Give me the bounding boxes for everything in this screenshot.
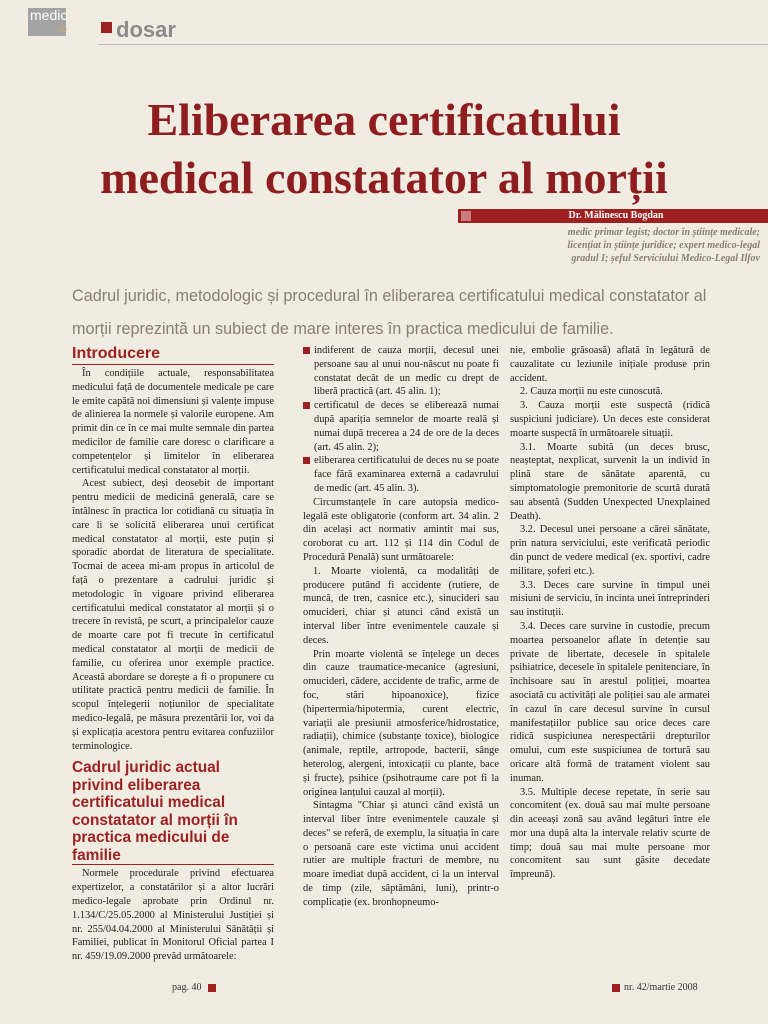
logo-suffix: ro bbox=[58, 24, 67, 35]
bullet-item: certificatul de deces se eliberează numai după apariția semnelor de moarte reală și numai după trecerea a 24 de ore de la deces (art. 45 alin. 2); bbox=[303, 399, 499, 454]
author-credentials bbox=[420, 226, 760, 265]
paragraph: 3.2. Decesul unei persoane a cărei sănătate, prin natura serviciului, este verificată periodic din punct de vedere medical (ex. sportivi, cadre militare, șoferi etc.). bbox=[510, 524, 710, 577]
paragraph: 3.3. Deces care survine în timpul unei misiuni de serviciu, în incinta unei întreprinderi sau instituții. bbox=[510, 579, 710, 619]
paragraph: 2. Cauza morții nu este cunoscută. bbox=[520, 386, 663, 398]
paragraph: Circumstanțele în care autopsia medico-legală este obligatorie (conform art. 34 alin. 2 din același act normativ amintit mai sus, coroborat cu art. 112 și 114 din Codul de Procedură Penală) sunt următoarele: bbox=[303, 496, 499, 563]
paragraph: 3. Cauza morții este suspectă (ridică suspiciuni judiciare). Un deces este considerat moarte suspectă în următoarele situații. bbox=[510, 400, 710, 439]
column-1 bbox=[72, 344, 274, 964]
header-divider bbox=[98, 44, 768, 45]
page-header bbox=[0, 0, 768, 48]
paragraph: Sintagma "Chiar și atunci când există un interval liber între evenimentele cauzale și deces" se referă, de exemplu, la situația în care o persoană care este victima unui accident rutier are multiple fracturi de membre, nu moare imediat după accident, ci la un interval de timp (zile, săptămâni, luni), printr-o complicație (ex. bronhopneumo- bbox=[303, 800, 499, 908]
paragraph: Prin moarte violentă se înțelege un deces din cauze traumatice-mecanice (agresiuni, omucideri, cădere, accidente de trafic, arme de foc, stări hipoanoxice), fizice (hipertermia/hipotermia, curent electric, variații ale presiunii atmosferice/hidrostatice, radiații), chimice (substanțe toxice), biologice (animale, reptile, artropode, bacterii, sânge heterolog, alergeni, intoxicații cu plante, bace și fructe), psihice (psihotraume care pot fi la originea lanțului cauzal al morții). bbox=[303, 648, 499, 798]
footer-marker bbox=[612, 984, 620, 992]
author-marker bbox=[461, 211, 471, 221]
paragraph: 3.5. Multiple decese repetate, în serie sau concomitent (ex. două sau mai multe persoane din aceeași zonă sau având legături între ele mor una după alta la intervale relativ scurte de timp; două sau mai multe persoane mor concomitent sau sunt găsite decedate împreună). bbox=[510, 786, 710, 881]
footer-marker bbox=[208, 984, 216, 992]
logo-text: medic bbox=[30, 7, 68, 23]
bullet-item: indiferent de cauza morții, decesul unei persoane sau al unui nou-născut nu poate fi constatat decât de un medic cu drept de liberă practică (art. 45 alin. 1); bbox=[303, 344, 499, 399]
paragraph: Acest subiect, deși deosebit de important pentru medicii de medicină generală, care se întâlnesc în practica lor cotidiană cu situația în care li se solicită eliberarea unui certificat medical constatator al morții, este puțin și sporadic abordat de literatura de specialitate. Tocmai de aceea mi-am propus în articolul de față o prezentare a cadrului juridic și metodologic în vigoare privind eliberarea certificatului medical constatator al morții și o trecere în revistă, pe scurt, a principalelor cauze de moarte care pot fi trecute în certificatul medical constatator al morții de medicii de familie, cu oferirea unor exemple practice. Această abordare se dorește a fi o propunere cu utilitate practică pentru medicii de familie. În scopul înțelegerii noțiunilor de specialitate medico-legală, pe măsura prezentării lor, voi da și explicația acestora pentru evitarea confuziilor terminologice. bbox=[72, 478, 274, 752]
paragraph: Normele procedurale privind efectuarea expertizelor, a constatărilor și a altor lucrări medico-legale aprobate prin Ordinul nr. 1.134/C/25.05.2000 al Ministerului Justiției și nr. 255/04.04.2000 al Ministerului Sănătății și Familiei, publicat în Monitorul Oficial partea I nr. 459/19.09.2000 prevăd următoarele: bbox=[72, 868, 274, 963]
paragraph: nie, embolie grăsoasă) aflată în legătură de cauzalitate cu leziunile inițiale produse prin accident. bbox=[510, 345, 710, 384]
author-desc-line: gradul I; șeful Serviciului Medico-Legal Ilfov bbox=[571, 253, 760, 264]
paragraph: 3.1. Moarte subită (un deces brusc, neașteptat, nexplicat, survenit la un individ în plină stare de sănătate aparentă, cu simptomatologie premonitorie de scurtă durată sau absentă (Sudden Unexpected Unexplained Death). bbox=[510, 441, 710, 522]
column-2 bbox=[303, 344, 499, 910]
author-desc-line: licențiat în științe juridice; expert medico-legal bbox=[567, 240, 760, 251]
paragraph: În condițiile actuale, responsabilitatea medicului față de documentele medicale pe care le emite capătă noi dimensiuni și valențe impuse de alinierea la normele și valorile europene. Am primit din ce în ce mai multe semnale din partea medicilor de familie care doresc o clarificare a competențelor și limitelor în eliberarea certificatului medical constatator al morții. bbox=[72, 368, 274, 476]
article-title-line2: medical constatator al morții bbox=[100, 152, 668, 203]
bullet-item: eliberarea certificatului de deces nu se poate face fără examinarea externă a cadavrului de medic (art. 45 alin. 3). bbox=[303, 454, 499, 495]
section-label: dosar bbox=[116, 17, 176, 42]
article-title-line1: Eliberarea certificatului bbox=[147, 94, 621, 145]
author-name: Dr. Mălinescu Bogdan bbox=[568, 210, 664, 221]
section-heading-cadrul-juridic: Cadrul juridic actual privind eliberarea certificatului medical constatator al morții în practica medicului de familie bbox=[72, 759, 274, 865]
section-marker bbox=[101, 22, 112, 33]
column-3 bbox=[510, 344, 710, 882]
author-desc-line: medic primar legist; doctor în științe medicale; bbox=[567, 227, 760, 238]
paragraph: 3.4. Deces care survine în custodie, precum moartea persoanelor aflate în detenție sau private de libertate, decesele în spitalele psihiatrice, decesele în spitalele penitenciare, în închisoare sau în arestul poliției, moartea asociată cu activități ale poliției sau ale armatei în cazul în care decesul survine în cursul manifestațiilor publice sau orice deces care ridică suspiciunea nerespectării drepturilor omului, cum este suspiciunea de tortură sau oricare altă formă de tratament violent sau inuman. bbox=[510, 620, 710, 784]
section-heading-introducere: Introducere bbox=[72, 344, 274, 365]
paragraph: 1. Moarte violentă, ca modalități de producere putând fi accidente (rutiere, de muncă, de tren, casnice etc.), sinucideri sau omucideri, chiar și atunci când există un interval liber între evenimentele cauzale și deces. bbox=[303, 565, 499, 646]
issue-number: nr. 42/martie 2008 bbox=[624, 982, 698, 993]
page-number: pag. 40 bbox=[172, 982, 202, 993]
lead-paragraph: Cadrul juridic, metodologic și procedural în eliberarea certificatului medical constatator al morții reprezintă un subiect de mare interes în practica medicului de familie. bbox=[72, 287, 707, 338]
